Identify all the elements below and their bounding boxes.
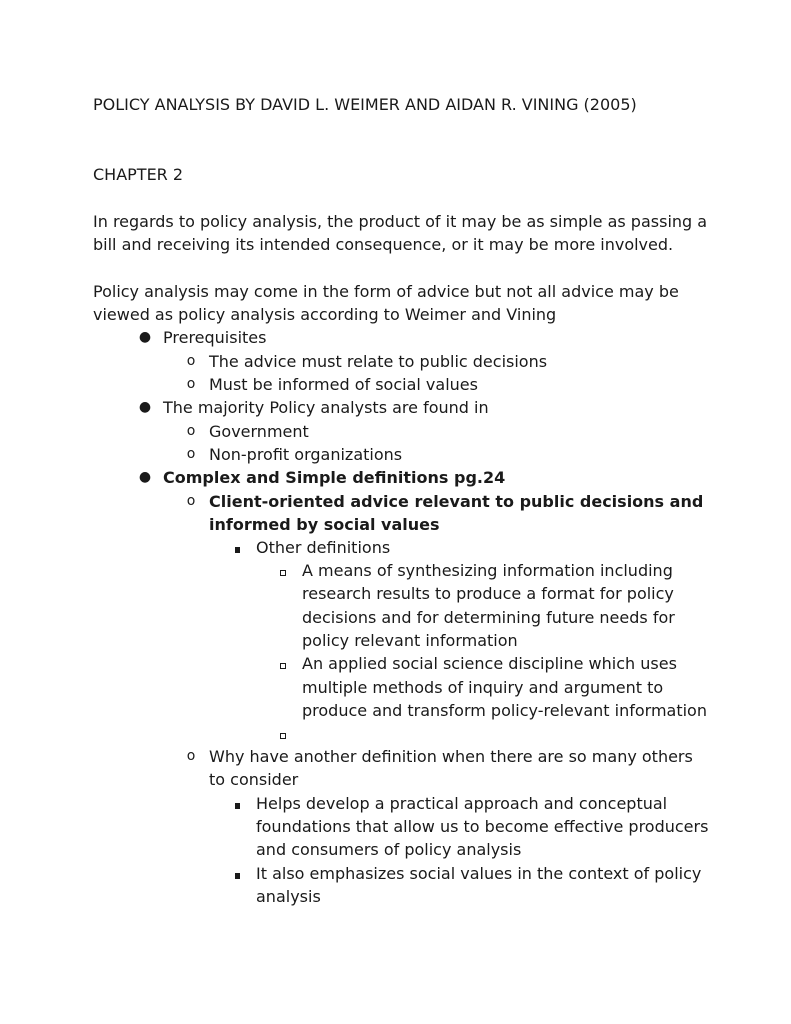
circle-bullet-icon: o: [186, 446, 196, 462]
definition-1-line-2: research results to produce a format for policy: [302, 584, 674, 603]
list-subitem: Non-profit organizations: [209, 445, 403, 464]
client-definition-line-1: Client-oriented advice relevant to public decisions and: [209, 492, 704, 511]
disc-bullet-icon: ●: [138, 469, 152, 485]
definition-1-line-1: A means of synthesizing information including: [302, 561, 673, 580]
open-square-bullet-icon: [273, 559, 293, 582]
definition-1-line-4: policy relevant information: [302, 631, 518, 650]
circle-bullet-icon: o: [186, 748, 196, 764]
paragraph-1-line-2: bill and receiving its intended consequence, or it may be more involved.: [93, 235, 674, 254]
open-square-bullet-icon: [273, 652, 293, 675]
circle-bullet-icon: o: [186, 423, 196, 439]
open-square-bullet-icon: [273, 722, 293, 745]
definition-2-line-3: produce and transform policy-relevant information: [302, 701, 707, 720]
square-bullet-icon: [227, 862, 247, 885]
why-item-1-line-3: and consumers of policy analysis: [256, 840, 522, 859]
list-item-majority: The majority Policy analysts are found in: [163, 398, 489, 417]
disc-bullet-icon: ●: [138, 399, 152, 415]
chapter-heading: CHAPTER 2: [93, 165, 184, 184]
disc-bullet-icon: ●: [138, 329, 152, 345]
list-subitem: Government: [209, 422, 309, 441]
circle-bullet-icon: o: [186, 353, 196, 369]
circle-bullet-icon: o: [186, 376, 196, 392]
definition-2-line-2: multiple methods of inquiry and argument to: [302, 678, 664, 697]
paragraph-1-line-1: In regards to policy analysis, the product of it may be as simple as passing a: [93, 212, 708, 231]
paragraph-2-line-1: Policy analysis may come in the form of advice but not all advice may be: [93, 282, 679, 301]
square-bullet-icon: [227, 536, 247, 559]
why-line-2: to consider: [209, 770, 299, 789]
paragraph-2-line-2: viewed as policy analysis according to Weimer and Vining: [93, 305, 557, 324]
list-item-definitions: Complex and Simple definitions pg.24: [163, 468, 506, 487]
circle-bullet-icon: o: [186, 493, 196, 509]
list-subitem: The advice must relate to public decisions: [209, 352, 548, 371]
why-line-1: Why have another definition when there are so many others: [209, 747, 693, 766]
client-definition-line-2: informed by social values: [209, 515, 440, 534]
list-subitem: Must be informed of social values: [209, 375, 478, 394]
why-item-1-line-1: Helps develop a practical approach and conceptual: [256, 794, 668, 813]
other-definitions-label: Other definitions: [256, 538, 391, 557]
why-item-2-line-1: It also emphasizes social values in the context of policy: [256, 864, 702, 883]
document-title: POLICY ANALYSIS BY DAVID L. WEIMER AND AIDAN R. VINING (2005): [93, 95, 637, 114]
definition-1-line-3: decisions and for determining future needs for: [302, 608, 675, 627]
why-item-1-line-2: foundations that allow us to become effective producers: [256, 817, 709, 836]
why-item-2-line-2: analysis: [256, 887, 321, 906]
list-item-prerequisites: Prerequisites: [163, 328, 267, 347]
square-bullet-icon: [227, 792, 247, 815]
definition-2-line-1: An applied social science discipline which uses: [302, 654, 677, 673]
